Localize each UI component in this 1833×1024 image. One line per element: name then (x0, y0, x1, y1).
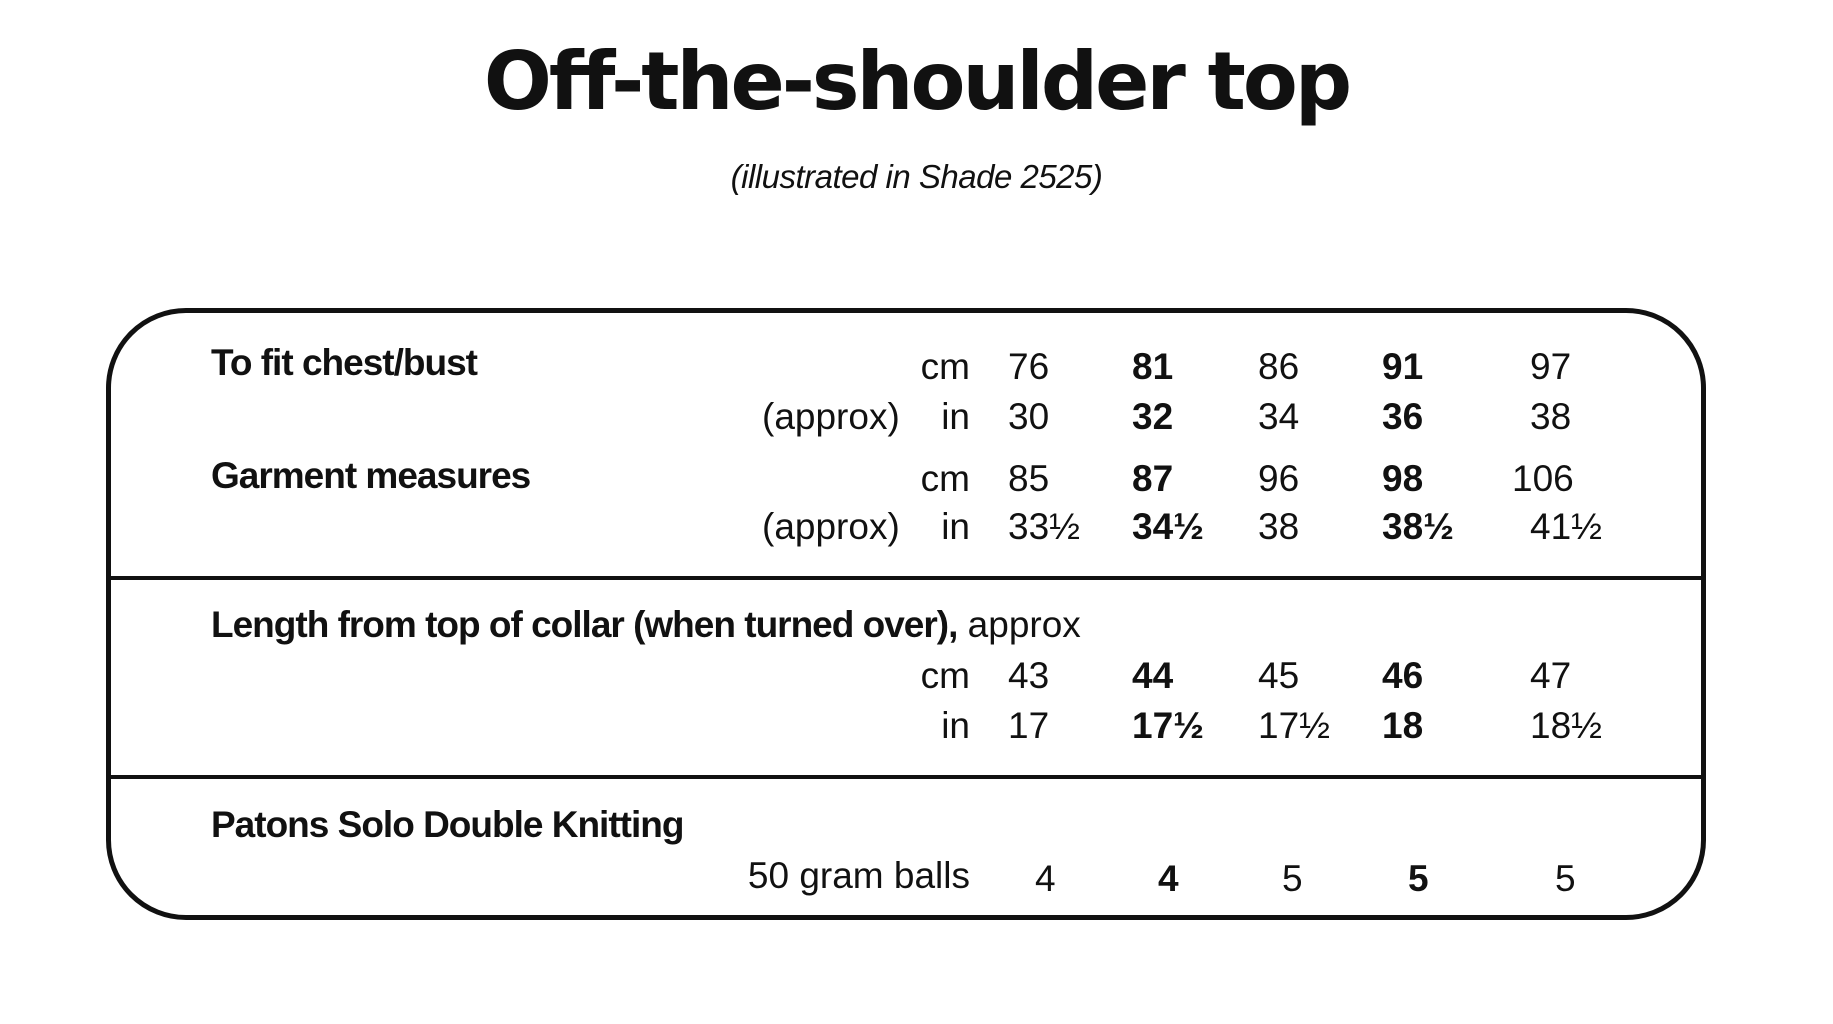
garment-cm-unit: cm (920, 458, 970, 499)
garment-in-unit: in (941, 506, 970, 547)
chest-in-size-4: 36 (1382, 396, 1424, 437)
garment-cm-size-2: 87 (1132, 458, 1174, 499)
chest-cm-size-1: 76 (1008, 346, 1050, 387)
length-cm-size-4: 46 (1382, 655, 1424, 696)
page-subtitle: (illustrated in Shade 2525) (730, 158, 1103, 195)
yarn-size-2: 4 (1158, 858, 1179, 899)
garment-cm-size-5: 106 (1512, 458, 1574, 499)
chest-label: To fit chest/bust (211, 342, 477, 383)
length-cm-size-5: 47 (1530, 655, 1572, 696)
yarn-unit: 50 gram balls (747, 855, 970, 896)
garment-in-size-1: 33½ (1008, 506, 1081, 547)
garment-approx-note: (approx) (762, 506, 900, 547)
page-title: Off-the-shoulder top (483, 35, 1350, 128)
garment-in-size-4: 38½ (1382, 506, 1455, 547)
chest-cm-unit: cm (920, 346, 970, 387)
length-cm-size-3: 45 (1258, 655, 1300, 696)
garment-in-size-2: 34½ (1132, 506, 1205, 547)
garment-cm-size-1: 85 (1008, 458, 1050, 499)
length-cm-size-1: 43 (1008, 655, 1050, 696)
yarn-size-3: 5 (1282, 858, 1303, 899)
length-label: Length from top of collar (when turned over), (211, 604, 958, 645)
length-in-size-5: 18½ (1530, 705, 1603, 746)
chest-in-size-3: 34 (1258, 396, 1300, 437)
garment-in-size-5: 41½ (1530, 506, 1603, 547)
garment-in-size-3: 38 (1258, 506, 1300, 547)
garment-cm-size-4: 98 (1382, 458, 1424, 499)
length-in-size-4: 18 (1382, 705, 1424, 746)
chest-approx-note: (approx) (762, 396, 900, 437)
length-label-suffix: approx (957, 604, 1081, 645)
length-label-line (211, 606, 1081, 643)
chest-cm-size-5: 97 (1530, 346, 1572, 387)
length-in-unit: in (941, 705, 970, 746)
chest-cm-size-3: 86 (1258, 346, 1300, 387)
yarn-size-5: 5 (1555, 858, 1576, 899)
yarn-label: Patons Solo Double Knitting (211, 804, 684, 845)
chest-in-size-1: 30 (1008, 396, 1050, 437)
garment-label: Garment measures (211, 455, 531, 496)
length-in-size-1: 17 (1008, 705, 1050, 746)
section-divider-1 (108, 576, 1704, 580)
chest-cm-size-4: 91 (1382, 346, 1424, 387)
length-in-size-3: 17½ (1258, 705, 1331, 746)
chest-in-size-2: 32 (1132, 396, 1174, 437)
chest-in-size-5: 38 (1530, 396, 1572, 437)
length-in-size-2: 17½ (1132, 705, 1205, 746)
length-cm-unit: cm (920, 655, 970, 696)
yarn-size-1: 4 (1035, 858, 1056, 899)
yarn-size-4: 5 (1408, 858, 1429, 899)
chest-in-unit: in (941, 396, 970, 437)
garment-cm-size-3: 96 (1258, 458, 1300, 499)
chest-cm-size-2: 81 (1132, 346, 1174, 387)
length-cm-size-2: 44 (1132, 655, 1174, 696)
section-divider-2 (108, 775, 1704, 779)
